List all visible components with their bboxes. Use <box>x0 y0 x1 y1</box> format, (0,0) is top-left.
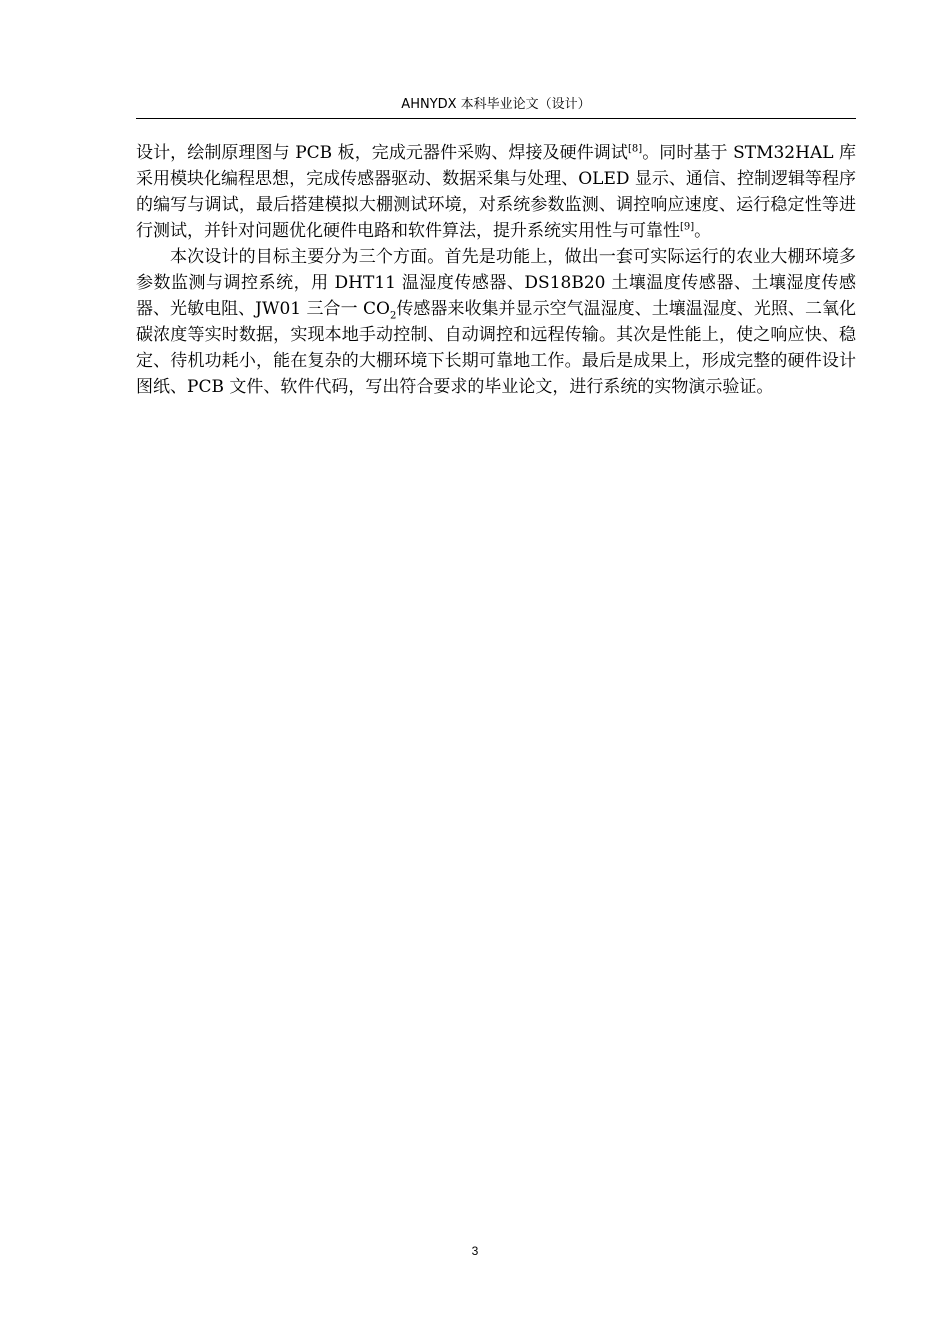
body-text <box>136 140 856 400</box>
co2-subscript: 2 <box>389 310 397 322</box>
running-header: AHNYDX 本科毕业论文（设计） <box>136 92 856 119</box>
page-number: 3 <box>471 1244 479 1258</box>
paragraph-design-goals <box>136 244 856 400</box>
paragraph-1-text-a: 设计，绘制原理图与 PCB 板，完成元器件采购、焊接及硬件调试 <box>136 143 628 163</box>
citation-8: [8] <box>627 143 643 155</box>
paragraph-2-text-b: 传感器来收集并显示空气温湿度、土壤温湿度、光照、二氧化碳浓度等实时数据，实现本地手动控制、自动调控和远程传输。其次是性能上，使之响应快、稳定、待机功耗小，能在复杂的大棚环境下长期可靠地工作。最后是成果上，形成完整的硬件设计图纸、PCB 文件、软件代码，写出符合要求的毕业论文，进行系统的实物演示验证。 <box>136 299 857 397</box>
paragraph-continuation <box>136 140 856 244</box>
citation-9: [9] <box>680 221 695 233</box>
paragraph-2-text-a: 本次设计的目标主要分为三个方面。首先是功能上，做出一套可实际运行的农业大棚环境多参数监测与调控系统，用 DHT11 温湿度传感器、DS18B20 土壤温度传感器、土壤湿度传感器、光敏电阻、JW01 三合一 CO <box>136 247 856 319</box>
paragraph-1-text-b: 。同时基于 STM32HAL 库采用模块化编程思想，完成传感器驱动、数据采集与处理、OLED 显示、通信、控制逻辑等程序的编写与调试，最后搭建模拟大棚测试环境，对系统参数监测、调控响应速度、运行稳定性等进行测试，并针对问题优化硬件电路和软件算法，提升系统实用性与可靠性 <box>136 143 856 241</box>
paragraph-1-text-c: 。 <box>694 221 712 241</box>
